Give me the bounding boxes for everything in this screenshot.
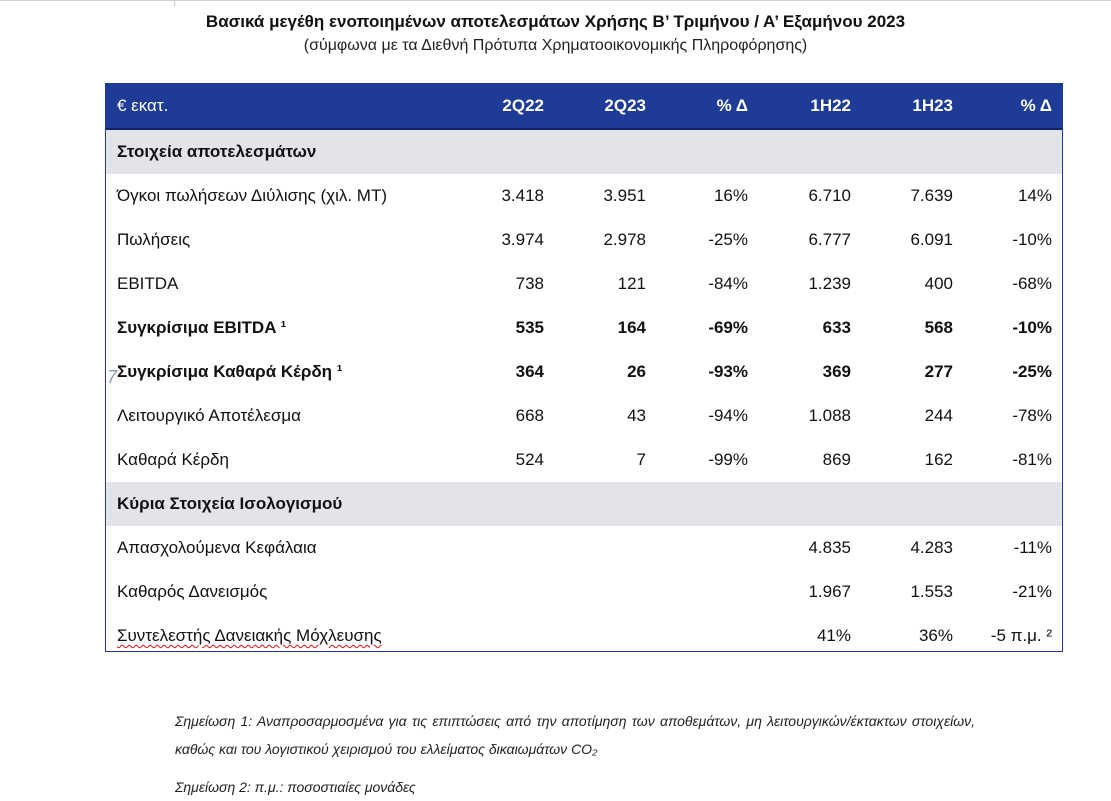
row-value: 364 [515,362,544,381]
row-value: 738 [515,274,544,293]
row-value: 164 [617,318,646,337]
row-value [656,614,758,658]
row-label [106,614,452,658]
row-value: -25% [708,230,748,249]
row-value: 668 [515,406,544,425]
row-label: Συγκρίσιμα EBITDA ¹ [117,318,287,337]
table-header-row [106,84,1062,129]
row-value [554,526,656,570]
row-value: 14% [1017,186,1052,205]
row-label: EBITDA [117,274,179,293]
row-value: -5 π.μ. ² [990,626,1052,645]
row-value: -84% [708,274,748,293]
results-table-container [105,83,1063,652]
row-value [656,570,758,614]
row-value: 6.777 [808,230,851,249]
row-value: -11% [1013,538,1052,557]
row-value: 4.283 [910,538,953,557]
row-value: -25% [1012,362,1052,381]
section-label: Κύρια Στοιχεία Ισολογισμού [106,482,1062,526]
row-value: 369 [822,362,851,381]
row-value: 7 [636,450,646,469]
row-label: Καθαρά Κέρδη [117,450,229,469]
row-value: 26 [627,362,646,381]
row-value: -10% [1012,230,1052,249]
row-value: -93% [708,362,748,381]
results-table [106,84,1062,658]
footnote-2: Σημείωση 2: π.μ.: ποσοστιαίες μονάδες [175,779,416,795]
row-value: 1.967 [808,582,851,601]
ruler-tick [174,0,175,6]
section-row [106,129,1062,174]
row-value: 568 [924,318,953,337]
row-value: 400 [924,274,953,293]
row-value: 36% [918,626,953,645]
row-value: 1.239 [808,274,851,293]
table-row [106,218,1062,262]
row-value: 633 [822,318,851,337]
table-row [106,174,1062,218]
row-value: 1.088 [808,406,851,425]
row-value: 4.835 [808,538,851,557]
row-label: Πωλήσεις [117,230,191,249]
row-value: 43 [627,406,646,425]
row-value: -21% [1012,582,1052,601]
row-value: 2.978 [603,230,646,249]
header-change-q: % Δ [656,84,758,129]
table-row [106,262,1062,306]
row-value [656,526,758,570]
row-value: 6.710 [808,186,851,205]
row-label: Όγκοι πωλήσεων Διύλισης (χιλ. ΜΤ) [117,186,388,205]
row-value: 6.091 [910,230,953,249]
row-value: 524 [515,450,544,469]
row-value: 7.639 [910,186,953,205]
header-2q22: 2Q22 [452,84,554,129]
row-value: -10% [1012,318,1052,337]
header-currency: € εκατ. [106,84,452,129]
document-title: Βασικά μεγέθη ενοποιημένων αποτελεσμάτων Χρήσης Β’ Τριμήνου / Α’ Εξαμήνου 2023 [205,12,906,31]
section-label: Στοιχεία αποτελεσμάτων [106,129,1062,174]
row-value: 162 [924,450,953,469]
row-label: Απασχολούμενα Κεφάλαια [117,538,317,557]
row-value [554,570,656,614]
row-value: 3.951 [603,186,646,205]
row-value: 277 [924,362,953,381]
table-row [106,438,1062,482]
row-value: -69% [708,318,748,337]
table-row [106,526,1062,570]
table-row [106,570,1062,614]
header-1h23: 1H23 [861,84,963,129]
row-value [452,526,554,570]
row-value: 535 [515,318,544,337]
section-row [106,482,1062,526]
row-value: 121 [617,274,646,293]
row-value: 41% [816,626,851,645]
row-label: Καθαρός Δανεισμός [117,582,268,601]
row-value: 3.974 [501,230,544,249]
row-value [452,614,554,658]
row-value: 3.418 [501,186,544,205]
row-value: -78% [1012,406,1052,425]
row-label: Συγκρίσιμα Καθαρά Κέρδη ¹ [117,362,343,381]
row-value: 1.553 [910,582,953,601]
row-value: -81% [1012,450,1052,469]
margin-mark: 7 [107,367,118,387]
row-value: -68% [1012,274,1052,293]
page-top-rule [0,0,1111,5]
row-value: 16% [713,186,748,205]
row-value: 869 [822,450,851,469]
row-label: Λειτουργικό Αποτέλεσμα [117,406,301,425]
row-value [452,570,554,614]
document-subtitle: (σύμφωνα με τα Διεθνή Πρότυπα Χρηματοοικονομικής Πληροφόρησης) [303,37,808,54]
row-value: -94% [708,406,748,425]
header-2q23: 2Q23 [554,84,656,129]
row-value: -99% [708,450,748,469]
header-change-h: % Δ [963,84,1062,129]
table-row [106,350,1062,394]
row-value [554,614,656,658]
table-row [106,614,1062,658]
footnote-1: Σημείωση 1: Αναπροσαρμοσμένα για τις επιπτώσεις από την αποτίμηση των αποθεμάτων, μη λειτουργικών/έκτακτων στοιχείων, καθώς και του λογιστικού χειρισμού του ελλείματος δικαιωμάτων CO₂ [175,713,975,757]
header-1h22: 1H22 [758,84,861,129]
footnotes [175,707,975,801]
row-value: 244 [924,406,953,425]
spellcheck-text: Συντελεστής Δανειακής Μόχλευσης [117,626,382,645]
table-row [106,306,1062,350]
table-row [106,394,1062,438]
